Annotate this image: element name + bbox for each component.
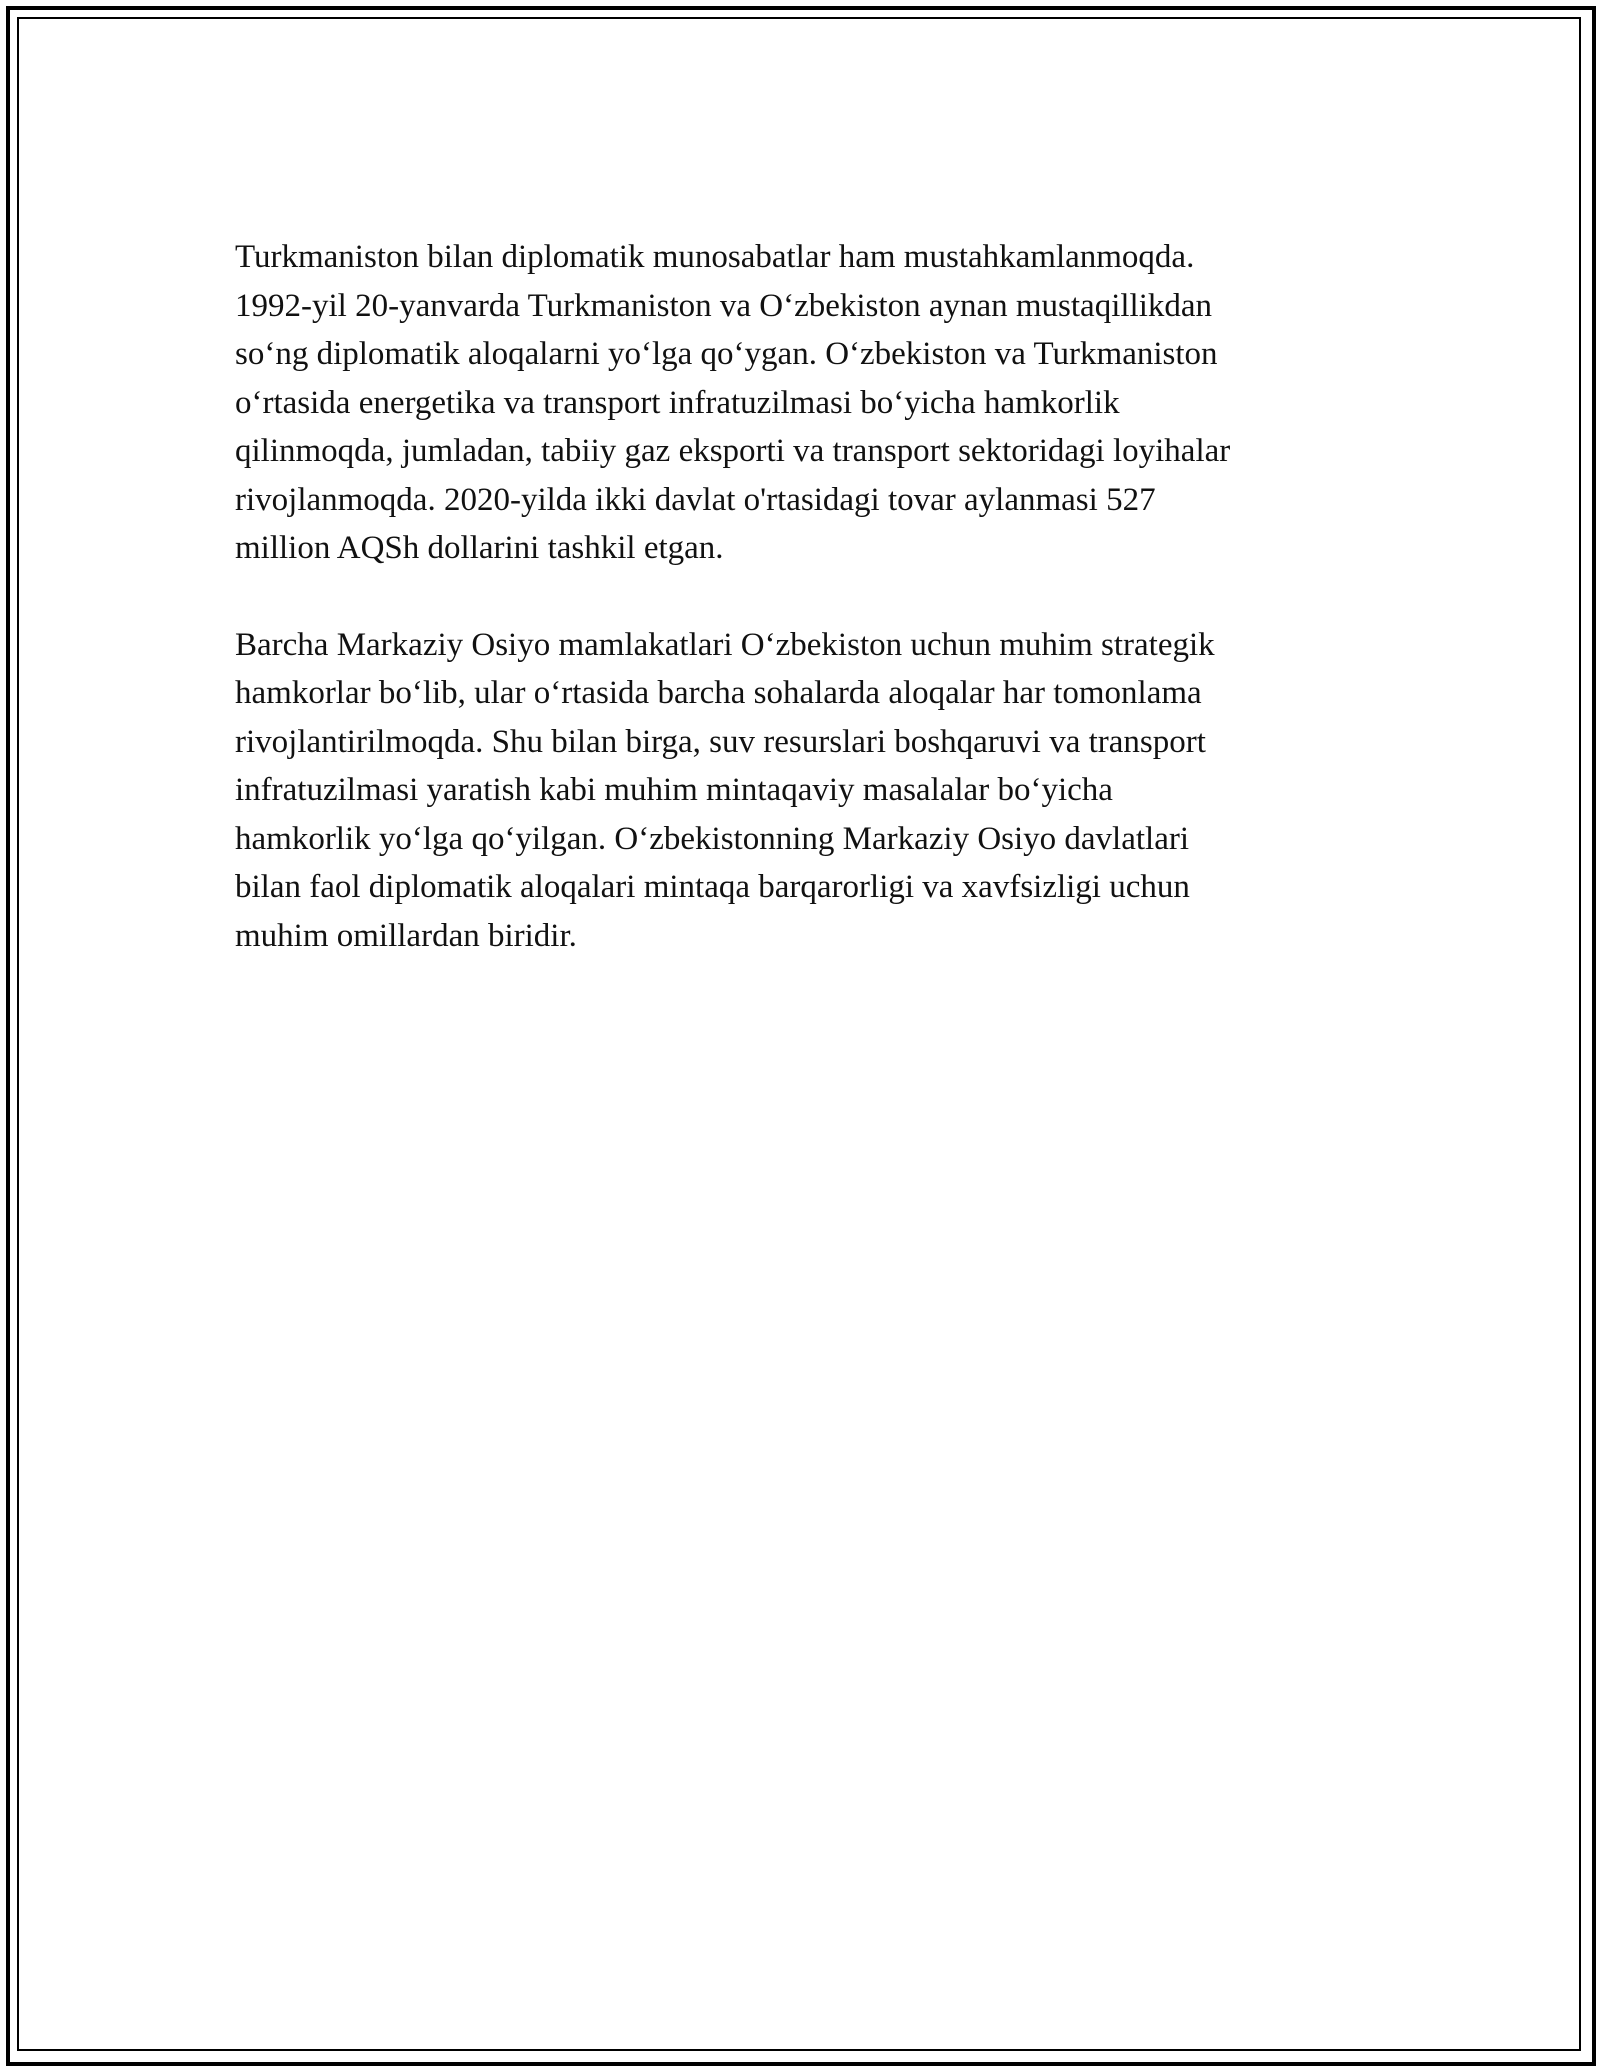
paragraph-central-asia-partners: Barcha Markaziy Osiyo mamlakatlari O‘zbekiston uchun muhim strategik hamkorlar bo‘lib, ular o‘rtasida barcha sohalarda aloqalar har tomonlama rivojlantirilmoqda. Shu bilan birga, suv resurslari boshqaruvi va transport infratuzilmasi yaratish kabi muhim mintaqaviy masalalar bo‘yicha hamkorlik yo‘lga qo‘yilgan. O‘zbekistonning Markaziy Osiyo davlatlari bilan faol diplomatik aloqalari mintaqa barqarorligi va xavfsizligi uchun muhim omillardan biridir. [235,626,1215,954]
paragraph-turkmenistan-relations: Turkmaniston bilan diplomatik munosabatlar ham mustahkamlanmoqda. 1992-yil 20-yanvarda Turkmaniston va O‘zbekiston aynan mustaqillikdan so‘ng diplomatik aloqalarni yo‘lga qo‘ygan. O‘zbekiston va Turkmaniston o‘rtasida energetika va transport infratuzilmasi bo‘yicha hamkorlik qilinmoqda, jumladan, tabiiy gaz eksporti va transport sektoridagi loyihalar rivojlanmoqda. 2020-yilda ikki davlat o'rtasidagi tovar aylanmasi 527 million AQSh dollarini tashkil etgan. [235,239,1231,566]
document-body [235,233,1365,1008]
